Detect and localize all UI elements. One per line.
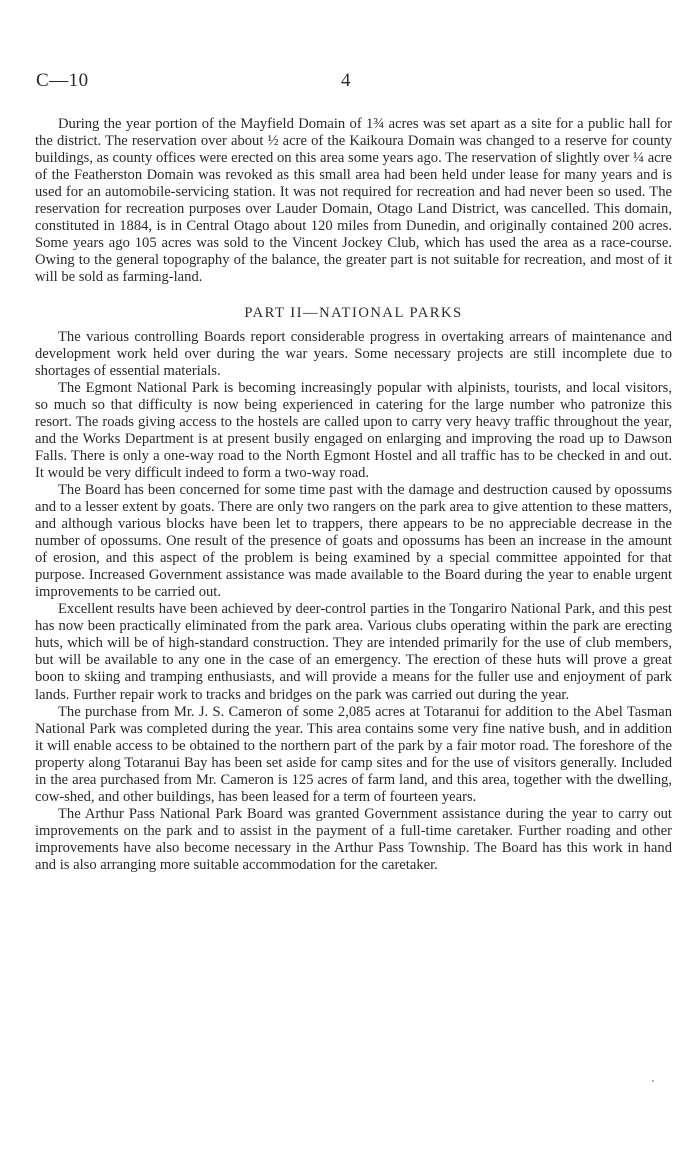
paragraph-abel-tasman: The purchase from Mr. J. S. Cameron of some 2,085 acres at Totaranui for addition to the Abel Tasman National Park was completed during the year. This area contains some very fine native bush, and in addition it will enable access to be obtained to the northern part of the park by a fair motor road. The foreshore of the property along Totaranui Bay has been set aside for camp sites and for the use of visitors generally. Included in the area purchased from Mr. Cameron is 125 acres of farm land, and this area, together with the dwelling, cow-shed, and other buildings, has been leased for a term of fourteen years. [35, 703, 672, 805]
fraction: ½ [267, 133, 279, 150]
paragraph-tongariro: Excellent results have been achieved by deer-control parties in the Tongariro National Park, and this pest has now been practically eliminated from the park area. Various clubs operating within the park are erecting huts, which will be of high-standard construction. They are intended primarily for the use of club members, but will be available to any one in the case of an emergency. The erection of these huts will prove a great boon to skiing and tramping enthusiasts, and will provide a means for the fuller use and enjoyment of park lands. Further repair work to tracks and bridges on the park was carried out during the year. [35, 601, 672, 703]
fraction: ¾ [373, 116, 385, 132]
paragraph-arthur-pass: The Arthur Pass National Park Board was granted Government assistance during the year to carry out improvements on the park and to assist in the payment of a full-time caretaker. Further roading and other improvements have also become necessary in the Arthur Pass Township. The Board has this work in hand and is also arranging more suitable accommodation for the caretaker. [35, 805, 672, 873]
paragraph-opossums: The Board has been concerned for some time past with the damage and destruction caused by opossums and to a lesser extent by goats. There are only two rangers on the park area to give attention to these matters, and although various blocks have been let to trappers, there appears to be no appreciable decrease in the number of opossums. One result of the presence of goats and opossums has been an increase in the amount of erosion, and this aspect of the problem is being examined by a special committee appointed for that purpose. Increased Government assistance was made available to the Board during the year to enable urgent improvements to be carried out. [35, 481, 672, 601]
paragraph-text: During the year portion of the Mayfield Domain of 1 [58, 116, 374, 132]
paragraph-text: acre of the Featherston Domain was revoked as this small area had been held under lease for many years and is used for an automobile-servicing station. It was not required for recreation and had never been so used. The reservation for recreation purposes over Lauder Domain, Otago Land District, was cancelled. This domain, constituted in 1884, is in Central Otago about 120 miles from Dunedin, and originally contained 200 acres. Some years ago 105 acres was sold to the Vincent Jockey Club, which has used the area as a race-course. Owing to the general topography of the balance, the greater part is not suitable for recreation, and most of it will be sold as farming-land. [35, 150, 672, 286]
paragraph-text: acre of the Kaikoura Domain was changed to a reserve for county buildings, as county offices were erected on this area some years ago. The reservation of slightly over [35, 133, 672, 167]
document-body [35, 116, 672, 874]
paragraph-egmont: The Egmont National Park is becoming increasingly popular with alpinists, tourists, and local visitors, so much so that difficulty is now being experienced in catering for the large number who patronize this resort. The roads giving access to the hostels are called upon to carry very heavy traffic throughout the year, and the Works Department is at present busily engaged on enlarging and improving the road up to Dawson Falls. There is only a one-way road to the North Egmont Hostel and all traffic has to be checked in and out. It would be very difficult indeed to form a two-way road. [35, 379, 672, 481]
paragraph-boards-progress: The various controlling Boards report considerable progress in overtaking arrears of maintenance and development work held over during the war years. Some necessary projects are still incomplete due to shortages of essential materials. [35, 328, 672, 379]
domains-paragraph [35, 116, 672, 286]
paragraph-text: acres was set apart as a site for a public hall for the district. The reservation over about [35, 116, 672, 150]
document-code: C—10 [36, 70, 89, 91]
page-number: 4 [341, 70, 351, 91]
section-heading: PART II—NATIONAL PARKS [244, 305, 463, 322]
scan-speck [652, 1080, 654, 1082]
fraction: ¼ [633, 150, 644, 167]
page-header [36, 70, 666, 96]
